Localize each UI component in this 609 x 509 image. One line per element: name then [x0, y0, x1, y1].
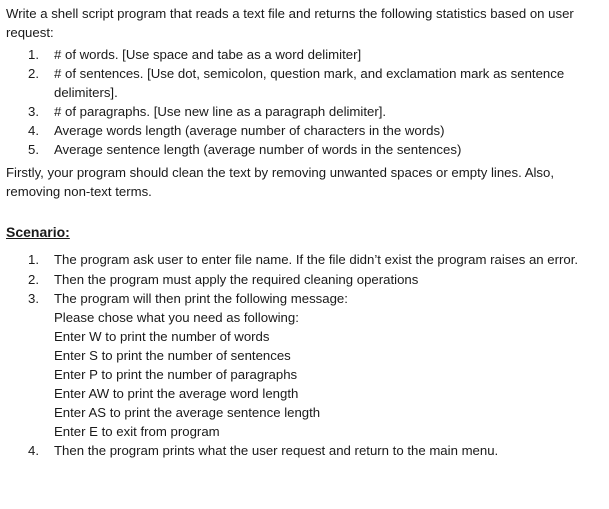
list-item	[6, 289, 601, 441]
list-item	[6, 270, 601, 289]
scenario-list	[6, 249, 601, 460]
list-item-text: # of paragraphs. [Use new line as a paragraph delimiter].	[54, 104, 387, 119]
list-item	[6, 441, 601, 460]
menu-line: Enter S to print the number of sentences	[54, 348, 291, 363]
list-number: 3.	[28, 104, 39, 119]
list-number: 5.	[28, 142, 39, 157]
intro-paragraph: Write a shell script program that reads a text file and returns the following statistics based on user request:	[6, 6, 574, 40]
list-number: 4.	[28, 443, 39, 458]
list-item	[6, 249, 601, 270]
list-item-text: # of words. [Use space and tabe as a word delimiter]	[54, 47, 362, 62]
document	[6, 4, 601, 460]
list-item-text: The program ask user to enter file name. If the file didn’t exist the program raises an error.	[54, 252, 579, 267]
list-item-text: # of sentences. [Use dot, semicolon, question mark, and exclamation mark as sentence delimiters].	[54, 66, 565, 100]
scenario-heading: Scenario:	[6, 224, 70, 240]
statistics-list	[6, 45, 601, 159]
list-number: 4.	[28, 123, 39, 138]
list-item	[6, 140, 601, 159]
menu-line: Enter W to print the number of words	[54, 329, 270, 344]
list-item-text: Then the program prints what the user request and return to the main menu.	[54, 443, 499, 458]
cleaning-paragraph: Firstly, your program should clean the text by removing unwanted spaces or empty lines. Also, removing non-text terms.	[6, 165, 555, 199]
list-number: 1.	[28, 252, 39, 267]
menu-line: Enter E to exit from program	[54, 424, 220, 439]
menu-line: Enter AS to print the average sentence length	[54, 405, 321, 420]
list-item-text: Average sentence length (average number of words in the sentences)	[54, 142, 462, 157]
list-item-text: Average words length (average number of characters in the words)	[54, 123, 445, 138]
list-number: 2.	[28, 272, 39, 287]
list-item-text: The program will then print the following message:	[54, 291, 348, 306]
list-number: 2.	[28, 66, 39, 81]
list-number: 3.	[28, 291, 39, 306]
list-item	[6, 121, 601, 140]
list-item-text: Then the program must apply the required cleaning operations	[54, 272, 419, 287]
list-item	[6, 45, 601, 64]
list-number: 1.	[28, 47, 39, 62]
menu-line: Please chose what you need as following:	[54, 310, 299, 325]
list-item	[6, 102, 601, 121]
list-item	[6, 64, 601, 102]
menu-line: Enter AW to print the average word length	[54, 386, 299, 401]
menu-line: Enter P to print the number of paragraphs	[54, 367, 298, 382]
